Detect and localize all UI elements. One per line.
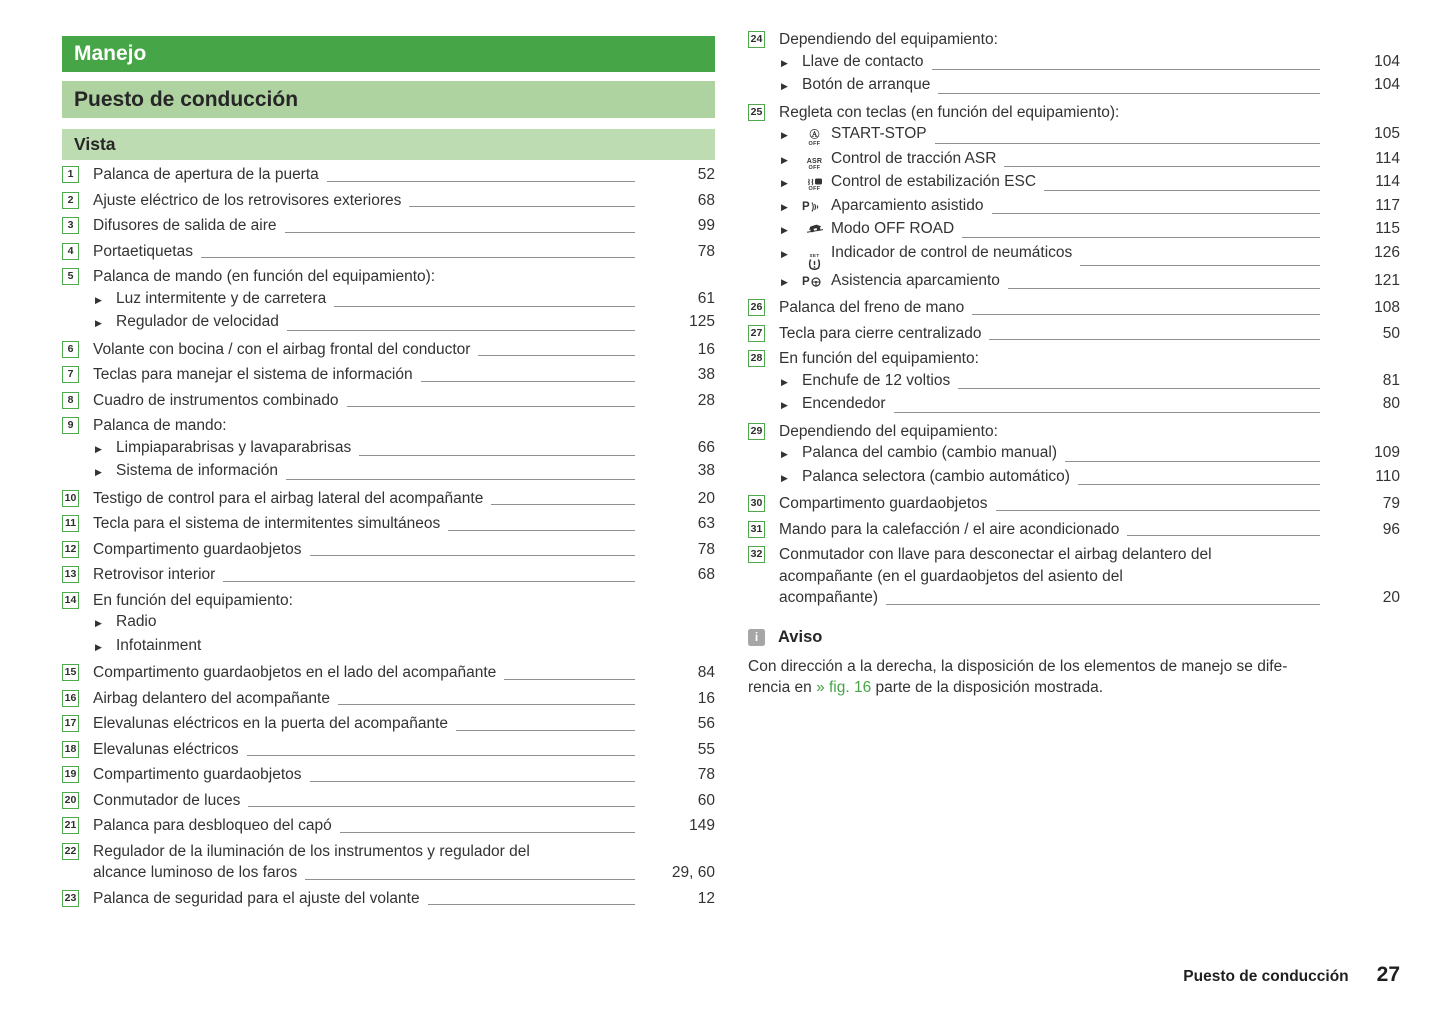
notice-line bbox=[748, 656, 1400, 678]
section-header bbox=[62, 81, 715, 118]
toc-subitem bbox=[62, 460, 715, 484]
toc-item bbox=[62, 164, 715, 186]
toc-entry-label: Tecla para cierre centralizado bbox=[779, 324, 982, 342]
item-number-badge: 31 bbox=[748, 521, 765, 538]
toc-item bbox=[62, 764, 715, 786]
toc-item bbox=[62, 339, 715, 361]
tyre-control-icon: SET bbox=[802, 254, 831, 270]
toc-page-number: 114 bbox=[1375, 173, 1400, 190]
item-number-badge: 3 bbox=[62, 217, 79, 234]
bullet-arrow-icon: ▶ bbox=[95, 318, 102, 328]
toc-page-number: 117 bbox=[1375, 196, 1400, 214]
leader-line bbox=[1044, 190, 1320, 191]
leader-line bbox=[340, 832, 635, 833]
toc-item bbox=[748, 297, 1400, 319]
toc-subitem bbox=[62, 311, 715, 335]
leader-line bbox=[992, 213, 1321, 214]
leader-line bbox=[247, 755, 635, 756]
leader-line bbox=[886, 604, 1320, 605]
leader-line bbox=[989, 339, 1320, 340]
item-number-badge: 8 bbox=[62, 392, 79, 409]
toc-item bbox=[748, 102, 1400, 124]
toc-subitem bbox=[748, 393, 1400, 417]
toc-entry-label: Regleta con teclas (en función del equipamiento): bbox=[779, 103, 1120, 121]
toc-page-number: 79 bbox=[1382, 495, 1400, 512]
item-number-badge: 11 bbox=[62, 515, 79, 532]
toc-entry-label: Palanca de apertura de la puerta bbox=[93, 166, 319, 183]
toc-entry-label: Dependiendo del equipamiento: bbox=[779, 422, 998, 440]
leader-line bbox=[286, 479, 635, 480]
toc-item bbox=[62, 364, 715, 386]
item-number-badge: 24 bbox=[748, 31, 765, 48]
toc-page-number: 149 bbox=[689, 817, 715, 834]
page-footer bbox=[1183, 963, 1400, 987]
toc-item bbox=[62, 739, 715, 761]
toc-subitem bbox=[62, 611, 715, 635]
park-assist-icon: P bbox=[802, 201, 831, 213]
toc-page-number: 12 bbox=[697, 889, 715, 907]
toc-entry-label: Ajuste eléctrico de los retrovisores exteriores bbox=[93, 191, 402, 209]
toc-item bbox=[748, 421, 1400, 443]
item-number-badge: 14 bbox=[62, 592, 79, 609]
toc-item bbox=[62, 539, 715, 561]
leader-line bbox=[478, 355, 635, 356]
toc-entry-label: Compartimento guardaobjetos bbox=[779, 495, 988, 512]
bullet-arrow-icon: ▶ bbox=[781, 376, 788, 387]
bullet-arrow-icon: ▶ bbox=[95, 294, 102, 305]
toc-entry-label: Elevalunas eléctricos en la puerta del acompañante bbox=[93, 715, 449, 732]
toc-page-number: 110 bbox=[1375, 467, 1400, 485]
toc-page-number: 55 bbox=[697, 740, 715, 758]
toc-entry-label: Limpiaparabrisas y lavaparabrisas bbox=[116, 438, 352, 456]
leader-line bbox=[310, 781, 635, 782]
toc-subitem bbox=[748, 74, 1400, 98]
toc-item bbox=[748, 493, 1400, 515]
bullet-arrow-icon: ▶ bbox=[95, 618, 102, 628]
item-number-badge: 29 bbox=[748, 423, 765, 440]
toc-item bbox=[62, 688, 715, 710]
toc-entry-label: Encendedor bbox=[802, 395, 886, 412]
leader-line bbox=[1065, 461, 1320, 462]
toc-entry-label: START-STOP bbox=[831, 125, 927, 142]
leader-line bbox=[456, 730, 635, 731]
item-number-badge: 12 bbox=[62, 541, 79, 558]
toc-entry-label: Regulador de la iluminación de los instrumentos y regulador del bbox=[93, 842, 530, 860]
item-number-badge: 30 bbox=[748, 495, 765, 512]
notice-title: Aviso bbox=[778, 627, 823, 646]
item-number-badge: 16 bbox=[62, 690, 79, 707]
toc-entry-label: Palanca para desbloqueo del capó bbox=[93, 817, 332, 834]
leader-line bbox=[201, 257, 635, 258]
leader-line bbox=[428, 904, 635, 905]
toc-entry-label: Palanca selectora (cambio automático) bbox=[802, 467, 1070, 485]
toc-entry-label: Cuadro de instrumentos combinado bbox=[93, 391, 339, 409]
toc-subitem bbox=[62, 437, 715, 461]
toc-page-number: 104 bbox=[1374, 76, 1400, 93]
leader-line bbox=[504, 679, 635, 680]
toc-item bbox=[748, 29, 1400, 51]
item-number-badge: 13 bbox=[62, 566, 79, 583]
leader-line bbox=[1127, 535, 1320, 536]
toc-item bbox=[62, 713, 715, 735]
toc-page-number: 63 bbox=[697, 515, 715, 532]
section-title: Puesto de conducción bbox=[74, 87, 299, 111]
toc-item bbox=[62, 841, 715, 863]
toc-page-number: 109 bbox=[1374, 444, 1400, 461]
item-number-badge: 26 bbox=[748, 299, 765, 316]
bullet-arrow-icon: ▶ bbox=[781, 154, 788, 165]
item-number-badge: 28 bbox=[748, 350, 765, 367]
toc-entry-label: Airbag delantero del acompañante bbox=[93, 689, 330, 707]
toc-page-number: 20 bbox=[1382, 589, 1400, 606]
item-number-badge: 23 bbox=[62, 890, 79, 907]
toc-entry-label: Palanca de mando (en función del equipamiento): bbox=[93, 268, 436, 285]
park-pilot-icon: P bbox=[802, 277, 831, 289]
notice-box bbox=[748, 628, 1400, 699]
toc-page-number: 38 bbox=[697, 366, 715, 383]
bullet-arrow-icon: ▶ bbox=[781, 130, 788, 140]
toc-subitem bbox=[748, 123, 1400, 148]
footer-page-number: 27 bbox=[1376, 963, 1400, 986]
toc-page-number: 121 bbox=[1374, 271, 1400, 289]
toc-page-number: 20 bbox=[697, 489, 715, 507]
toc-entry-label: Volante con bocina / con el airbag frontal del conductor bbox=[93, 340, 471, 358]
toc-subitem bbox=[748, 242, 1400, 270]
toc-page-number: 60 bbox=[697, 791, 715, 809]
item-number-badge: 4 bbox=[62, 243, 79, 260]
item-number-badge: 22 bbox=[62, 843, 79, 860]
esc-off-icon: OFF bbox=[802, 177, 831, 193]
toc-item bbox=[62, 390, 715, 412]
toc-entry-label: Conmutador con llave para desconectar el airbag delantero del bbox=[779, 546, 1212, 563]
toc-subitem bbox=[748, 466, 1400, 490]
notice-header bbox=[748, 628, 1400, 647]
leader-line bbox=[347, 406, 635, 407]
leader-line bbox=[935, 143, 1320, 144]
toc-item bbox=[748, 348, 1400, 370]
toc-item bbox=[62, 190, 715, 212]
toc-page-number: 99 bbox=[697, 217, 715, 234]
bullet-arrow-icon: ▶ bbox=[95, 443, 102, 454]
leader-line bbox=[996, 510, 1320, 511]
toc-subitem bbox=[62, 635, 715, 659]
toc-subitem bbox=[748, 442, 1400, 466]
toc-item bbox=[62, 415, 715, 437]
toc-subitem bbox=[62, 288, 715, 312]
leader-line bbox=[491, 504, 635, 505]
toc-page-number: 96 bbox=[1382, 520, 1400, 538]
toc-item bbox=[62, 266, 715, 288]
toc-page-number: 105 bbox=[1374, 125, 1400, 142]
leader-line bbox=[1004, 166, 1320, 167]
leader-line bbox=[1008, 288, 1320, 289]
toc-page-number: 50 bbox=[1382, 324, 1400, 342]
toc-entry-label: Compartimento guardaobjetos en el lado del acompañante bbox=[93, 664, 497, 681]
leader-line bbox=[287, 330, 635, 331]
toc-entry-label: Asistencia aparcamiento bbox=[831, 271, 1000, 289]
toc-entry-label: Regulador de velocidad bbox=[116, 313, 279, 330]
subsection-title: Vista bbox=[74, 134, 116, 154]
toc-subitem bbox=[748, 270, 1400, 294]
bullet-arrow-icon: ▶ bbox=[95, 467, 102, 477]
bullet-arrow-icon: ▶ bbox=[781, 81, 788, 91]
footer-section-title: Puesto de conducción bbox=[1183, 968, 1349, 985]
toc-item bbox=[62, 215, 715, 237]
toc-entry-label: Modo OFF ROAD bbox=[831, 220, 955, 237]
toc-entry-label: Luz intermitente y de carretera bbox=[116, 289, 327, 307]
toc-item bbox=[62, 590, 715, 612]
toc-page-number: 126 bbox=[1374, 243, 1400, 261]
toc-entry-label: Palanca del cambio (cambio manual) bbox=[802, 444, 1058, 461]
toc-item bbox=[62, 662, 715, 684]
toc-entry-label: Control de tracción ASR bbox=[831, 149, 997, 167]
toc-entry-label: Teclas para manejar el sistema de información bbox=[93, 366, 413, 383]
toc-page-number: 115 bbox=[1375, 220, 1400, 237]
off-road-icon bbox=[802, 221, 831, 233]
toc-entry-label: Compartimento guardaobjetos bbox=[93, 766, 302, 783]
toc-item bbox=[62, 815, 715, 837]
bullet-arrow-icon: ▶ bbox=[781, 472, 788, 483]
toc-entry-label: acompañante) bbox=[779, 589, 879, 606]
toc-item bbox=[62, 862, 715, 884]
toc-entry-label: Infotainment bbox=[116, 636, 202, 654]
leader-line bbox=[285, 232, 635, 233]
toc-entry-label: Compartimento guardaobjetos bbox=[93, 540, 302, 558]
left-column bbox=[62, 36, 715, 909]
leader-line bbox=[958, 388, 1320, 389]
start-stop-icon: Ⓐ OFF bbox=[808, 130, 821, 147]
leader-line bbox=[359, 455, 635, 456]
toc-page-number: 28 bbox=[697, 391, 715, 409]
toc-entry-label: Portaetiquetas bbox=[93, 242, 193, 260]
toc-page-number: 56 bbox=[697, 715, 715, 732]
item-number-badge: 18 bbox=[62, 741, 79, 758]
toc-entry-label: Palanca del freno de mano bbox=[779, 299, 965, 316]
notice-line bbox=[748, 677, 1400, 699]
toc-entry-label: Indicador de control de neumáticos bbox=[831, 243, 1073, 261]
toc-entry-label: En función del equipamiento: bbox=[779, 350, 979, 367]
toc-item bbox=[748, 544, 1400, 566]
toc-entry-label: acompañante (en el guardaobjetos del asiento del bbox=[779, 567, 1123, 585]
toc-entry-label: Retrovisor interior bbox=[93, 566, 216, 583]
toc-list-left bbox=[62, 164, 715, 909]
leader-line bbox=[448, 530, 635, 531]
toc-entry-label: Mando para la calefacción / el aire acondicionado bbox=[779, 520, 1120, 538]
leader-line bbox=[223, 581, 635, 582]
bullet-arrow-icon: ▶ bbox=[95, 641, 102, 652]
bullet-arrow-icon: ▶ bbox=[781, 178, 788, 188]
toc-entry-label: alcance luminoso de los faros bbox=[93, 864, 298, 881]
item-number-badge: 6 bbox=[62, 341, 79, 358]
toc-item bbox=[748, 566, 1400, 588]
toc-entry-label: Control de estabilización ESC bbox=[831, 173, 1037, 190]
bullet-arrow-icon: ▶ bbox=[781, 225, 788, 235]
toc-page-number: 108 bbox=[1374, 299, 1400, 316]
toc-entry-label: Palanca de seguridad para el ajuste del volante bbox=[93, 889, 420, 907]
toc-entry-label: Enchufe de 12 voltios bbox=[802, 371, 951, 389]
leader-line bbox=[327, 181, 635, 182]
toc-page-number: 78 bbox=[697, 242, 715, 260]
toc-page-number: 125 bbox=[689, 313, 715, 330]
info-icon: i bbox=[748, 629, 765, 646]
item-number-badge: 19 bbox=[62, 766, 79, 783]
item-number-badge: 32 bbox=[748, 546, 765, 563]
toc-entry-label: Palanca de mando: bbox=[93, 417, 227, 434]
leader-line bbox=[409, 206, 635, 207]
item-number-badge: 15 bbox=[62, 664, 79, 681]
toc-page-number: 84 bbox=[697, 664, 715, 681]
leader-line bbox=[932, 69, 1320, 70]
toc-entry-label: Botón de arranque bbox=[802, 76, 931, 93]
toc-page-number: 80 bbox=[1382, 395, 1400, 412]
toc-page-number: 81 bbox=[1382, 371, 1400, 389]
toc-entry-label: En función del equipamiento: bbox=[93, 591, 293, 609]
right-column bbox=[748, 25, 1400, 699]
item-number-badge: 9 bbox=[62, 417, 79, 434]
toc-subitem bbox=[748, 195, 1400, 219]
toc-page-number: 52 bbox=[697, 166, 715, 183]
leader-line bbox=[1080, 265, 1320, 266]
bullet-arrow-icon: ▶ bbox=[781, 57, 788, 68]
toc-page-number: 38 bbox=[697, 462, 715, 479]
chapter-title: Manejo bbox=[74, 42, 147, 65]
subsection-header bbox=[62, 129, 715, 160]
toc-page-number: 66 bbox=[697, 438, 715, 456]
toc-list-right bbox=[748, 29, 1400, 609]
toc-item bbox=[748, 587, 1400, 609]
toc-entry-label: Tecla para el sistema de intermitentes simultáneos bbox=[93, 515, 441, 532]
leader-line bbox=[938, 93, 1320, 94]
toc-item bbox=[748, 323, 1400, 345]
toc-subitem bbox=[748, 51, 1400, 75]
toc-page-number: 68 bbox=[697, 191, 715, 209]
leader-line bbox=[248, 806, 635, 807]
toc-item bbox=[748, 519, 1400, 541]
toc-subitem bbox=[748, 148, 1400, 172]
item-number-badge: 20 bbox=[62, 792, 79, 809]
toc-item bbox=[62, 564, 715, 586]
bullet-arrow-icon: ▶ bbox=[781, 276, 788, 287]
leader-line bbox=[1078, 484, 1320, 485]
toc-page-number: 78 bbox=[697, 766, 715, 783]
toc-page-number: 16 bbox=[697, 689, 715, 707]
notice-body bbox=[748, 656, 1400, 699]
toc-subitem bbox=[748, 218, 1400, 242]
toc-page-number: 104 bbox=[1374, 52, 1400, 70]
toc-item bbox=[62, 513, 715, 535]
toc-entry-label: Sistema de información bbox=[116, 462, 278, 479]
leader-line bbox=[338, 704, 635, 705]
toc-subitem bbox=[748, 370, 1400, 394]
asr-off-icon: ASR OFF bbox=[806, 157, 823, 171]
toc-entry-label: Testigo de control para el airbag lateral del acompañante bbox=[93, 489, 484, 507]
item-number-badge: 1 bbox=[62, 166, 79, 183]
toc-page-number: 68 bbox=[697, 566, 715, 583]
bullet-arrow-icon: ▶ bbox=[781, 201, 788, 212]
toc-subitem bbox=[748, 171, 1400, 195]
notice-text: rencia en bbox=[748, 679, 817, 696]
toc-page-number: 114 bbox=[1375, 149, 1400, 167]
chapter-header bbox=[62, 36, 715, 72]
bullet-arrow-icon: ▶ bbox=[781, 449, 788, 459]
toc-entry-label: Llave de contacto bbox=[802, 52, 924, 70]
toc-entry-label: Dependiendo del equipamiento: bbox=[779, 31, 998, 48]
toc-page-number: 61 bbox=[697, 289, 715, 307]
leader-line bbox=[305, 879, 635, 880]
item-number-badge: 21 bbox=[62, 817, 79, 834]
item-number-badge: 10 bbox=[62, 490, 79, 507]
toc-entry-label: Aparcamiento asistido bbox=[831, 196, 984, 214]
toc-entry-label: Difusores de salida de aire bbox=[93, 217, 277, 234]
figure-reference-link[interactable]: » fig. 16 bbox=[816, 679, 872, 696]
item-number-badge: 17 bbox=[62, 715, 79, 732]
toc-page-number: 16 bbox=[697, 340, 715, 358]
leader-line bbox=[334, 306, 635, 307]
toc-item bbox=[62, 488, 715, 510]
toc-page-number: 78 bbox=[697, 540, 715, 558]
leader-line bbox=[962, 237, 1320, 238]
item-number-badge: 27 bbox=[748, 325, 765, 342]
item-number-badge: 5 bbox=[62, 268, 79, 285]
toc-entry-label: Elevalunas eléctricos bbox=[93, 740, 239, 758]
item-number-badge: 2 bbox=[62, 192, 79, 209]
toc-item bbox=[62, 241, 715, 263]
bullet-arrow-icon: ▶ bbox=[781, 248, 788, 259]
notice-text: Con dirección a la derecha, la disposición de los elementos de manejo se dife- bbox=[748, 657, 1288, 675]
toc-page-number: 29, 60 bbox=[671, 864, 715, 881]
leader-line bbox=[894, 412, 1320, 413]
leader-line bbox=[421, 381, 635, 382]
notice-text: parte de la disposición mostrada. bbox=[871, 679, 1104, 696]
leader-line bbox=[310, 555, 635, 556]
bullet-arrow-icon: ▶ bbox=[781, 400, 788, 410]
leader-line bbox=[972, 314, 1320, 315]
toc-entry-label: Conmutador de luces bbox=[93, 791, 241, 809]
toc-item bbox=[62, 790, 715, 812]
item-number-badge: 7 bbox=[62, 366, 79, 383]
toc-entry-label: Radio bbox=[116, 613, 157, 630]
item-number-badge: 25 bbox=[748, 104, 765, 121]
toc-item bbox=[62, 888, 715, 910]
